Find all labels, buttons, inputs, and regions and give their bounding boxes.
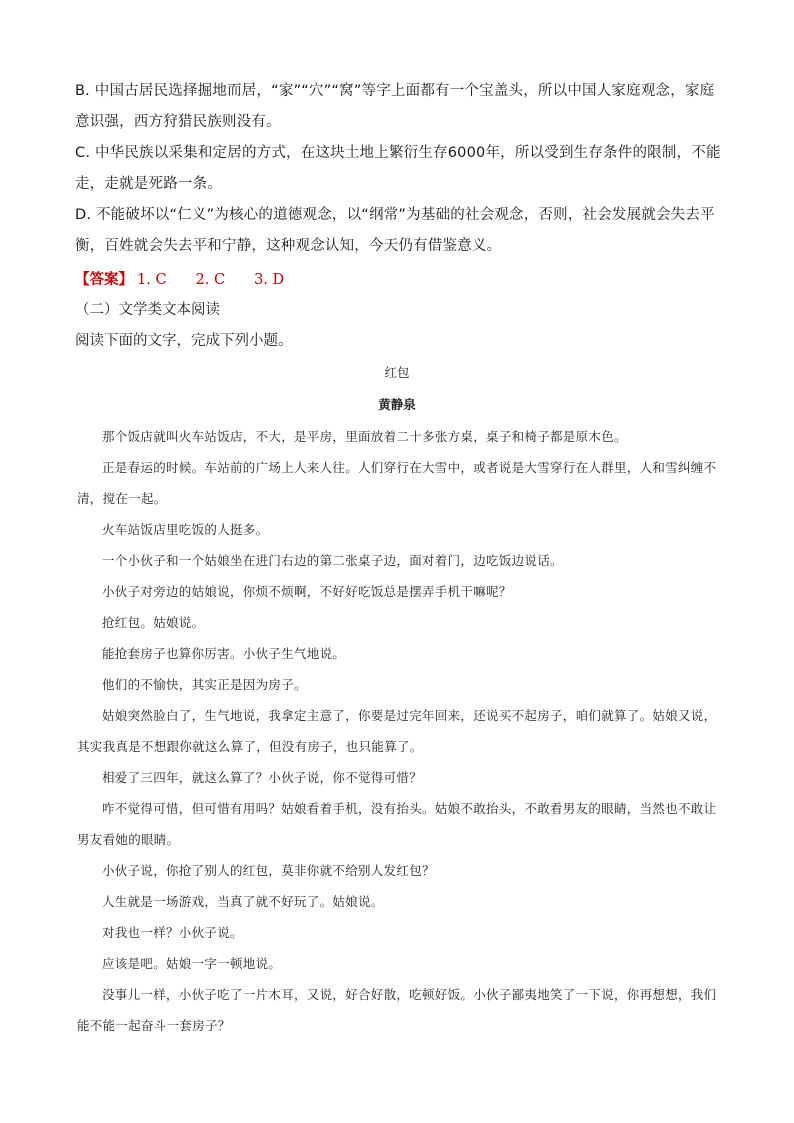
story-paragraph: 他们的不愉快，其实正是因为房子。: [102, 677, 307, 692]
answer-line: [75, 268, 284, 292]
story-paragraph: 姑娘突然脸白了，生气地说，我拿定主意了，你要是过完年回来，还说买不起房子，咱们就算了。姑娘又说，其实我真是不想跟你就这么算了，但没有房子，也只能算了。: [77, 708, 717, 754]
story-paragraph: 那个饭店就叫火车站饭店，不大，是平房，里面放着二十多张方桌，桌子和椅子都是原木色。: [102, 429, 627, 444]
story-author: 黄静泉: [378, 397, 416, 412]
story-paragraph: 正是春运的时候。车站前的广场上人来人往。人们穿行在大雪中，或者说是大雪穿行在人群里，人和雪纠缠不清，搅在一起。: [77, 460, 717, 506]
story-paragraph: 人生就是一场游戏，当真了就不好玩了。姑娘说。: [102, 894, 384, 909]
section-heading: （二）文学类文本阅读: [75, 302, 220, 318]
story-paragraph: 火车站饭店里吃饭的人挺多。: [102, 522, 269, 537]
story-paragraph: 小伙子对旁边的姑娘说，你烦不烦啊，不好好吃饭总是摆弄手机干嘛呢？: [102, 584, 512, 599]
story-paragraph: 抢红包。姑娘说。: [102, 615, 205, 630]
story-paragraph: 没事儿一样，小伙子吃了一片木耳，又说，好合好散，吃顿好饭。小伙子鄙夷地笑了一下说，你再想想，我们能不能一起奋斗一套房子？: [77, 987, 717, 1033]
answer-value: 1. C 2. C 3. D: [137, 272, 285, 288]
option-d: D. 不能破坏以“仁义”为核心的道德观念，以“纲常”为基础的社会观念，否则，社会发展就会失去平衡，百姓就会失去平和宁静，这种观念认知，今天仍有借鉴意义。: [75, 207, 715, 254]
section-instruction: 阅读下面的文字，完成下列小题。: [75, 333, 293, 349]
story-paragraph: 应该是吧。姑娘一字一顿地说。: [102, 956, 282, 971]
story-body: [77, 421, 722, 1041]
story-title: 红包: [384, 365, 410, 380]
answer-label: 【答案】: [75, 272, 133, 288]
story-paragraph: 对我也一样？小伙子说。: [102, 925, 243, 940]
story-paragraph: 能抢套房子也算你厉害。小伙子生气地说。: [102, 646, 346, 661]
story-paragraph: 相爱了三四年，就这么算了？小伙子说，你不觉得可惜？: [102, 770, 423, 785]
story-paragraph: 咋不觉得可惜，但可惜有用吗？姑娘看着手机，没有抬头。姑娘不敢抬头，不敢看男友的眼睛，当然也不敢让男友看她的眼睛。: [77, 801, 717, 847]
option-b: B. 中国古居民选择掘地而居，“家”“穴”“窝”等字上面都有一个宝盖头，所以中国人家庭观念，家庭意识强，西方狩猎民族则没有。: [75, 83, 715, 130]
story-paragraph: 一个小伙子和一个姑娘坐在进门右边的第二张桌子边，面对着门，边吃饭边说话。: [102, 553, 563, 568]
option-c: C. 中华民族以采集和定居的方式，在这块土地上繁衍生存6000年，所以受到生存条件的限制，不能走，走就是死路一条。: [75, 145, 721, 192]
story-paragraph: 小伙子说，你抢了别人的红包，莫非你就不给别人发红包？: [102, 863, 435, 878]
option-list: [75, 76, 725, 262]
